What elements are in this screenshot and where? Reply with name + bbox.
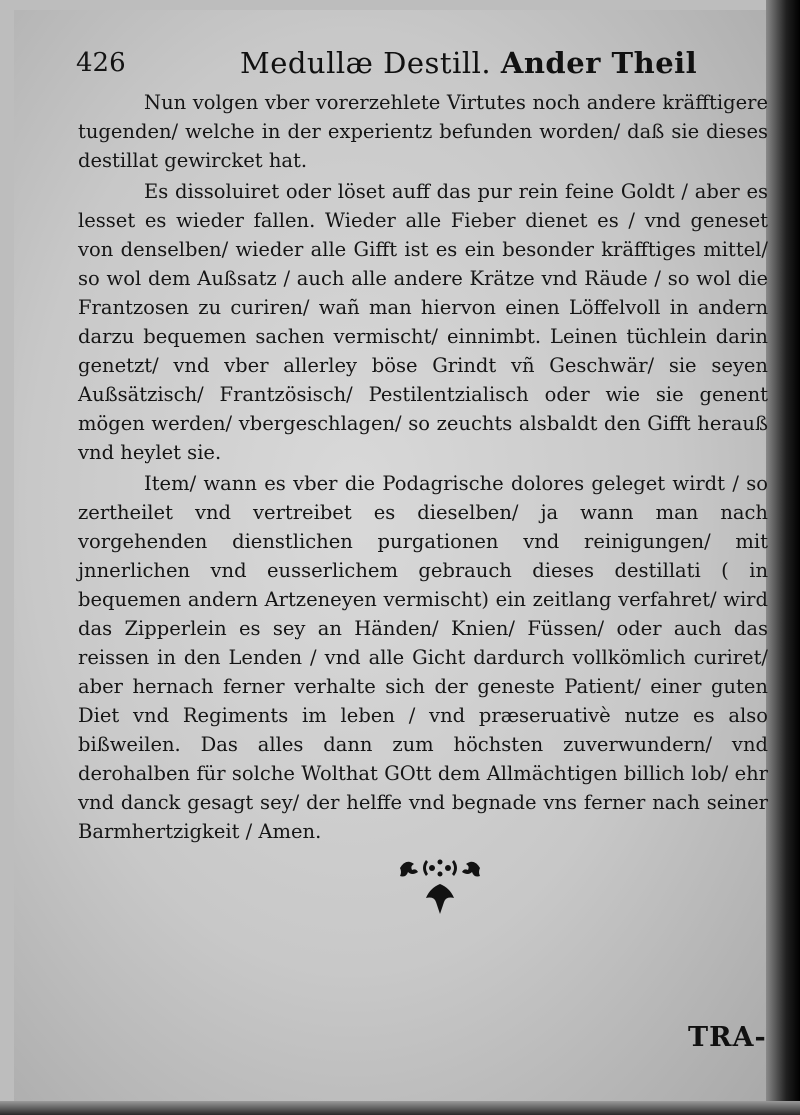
printers-ornament	[390, 850, 490, 920]
book-edge-shadow	[766, 0, 800, 1115]
running-title-german: Ander Theil	[500, 46, 698, 80]
paragraph-3: Item/ wann es vber die Podagrische dolores geleget wirdt / so zertheilet vnd vertreibet es dieselben/ ja wann man nach vorgehenden dienstlichen purgationen vnd reinigungen/ mit jnnerlichen vnd eusserlichem gebrauch dieses destillati ( in bequemen andern Artzeneyen vermischt) ein zeitlang verfahret/ wird das Zipperlein es sey an Händen/ Knien/ Füssen/ oder auch das reissen in den Lenden / vnd alle Gicht dardurch vollkömlich curiret/ aber hernach ferner verhalte sich der geneste Patient/ einer guten Diet vnd Regiments im leben / vnd præseruativè nutze es also bißweilen. Das alles dann zum höchsten zuverwundern/ vnd derohalben für solche Wolthat GOtt dem Allmächtigen billich lob/ ehr vnd danck gesagt sey/ der helffe vnd begnade vns ferner nach seiner Barmhertzigkeit / Amen.	[78, 472, 768, 843]
paragraph-1: Nun volgen vber vorerzehlete Virtutes noch andere kräfftigere tugenden/ welche in der experientz befunden worden/ daß sie dieses destillat gewircket hat.	[78, 91, 768, 172]
paragraph-2: Es dissoluiret oder löset auff das pur rein feine Goldt / aber es lesset es wieder fallen. Wieder alle Fieber dienet es / vnd geneset von denselben/ wieder alle Gifft ist es ein besonder kräfftiges mittel/ so wol dem Außsatz / auch alle andere Krätze vnd Räude / so wol die Frantzosen zu curiren/ wañ man hiervon einen Löffelvoll in andern darzu bequemen sachen vermischt/ einnimbt. Leinen tüchlein darin genetzt/ vnd vber allerley böse Grindt vñ Geschwär/ sie seyen Außsätzisch/ Frantzösisch/ Pestilentzialisch oder wie sie genent mögen werden/ vbergeschlagen/ so zeuchts alsbaldt den Gifft herauß vnd heylet sie.	[78, 180, 768, 464]
bottom-edge-shadow	[0, 1101, 800, 1115]
page-number: 426	[76, 48, 126, 78]
running-title-latin: Medullæ Destill.	[240, 46, 492, 80]
page-header	[72, 40, 772, 86]
running-title	[240, 46, 697, 80]
catchword: TRA-	[688, 1022, 767, 1053]
main-text	[78, 88, 768, 848]
